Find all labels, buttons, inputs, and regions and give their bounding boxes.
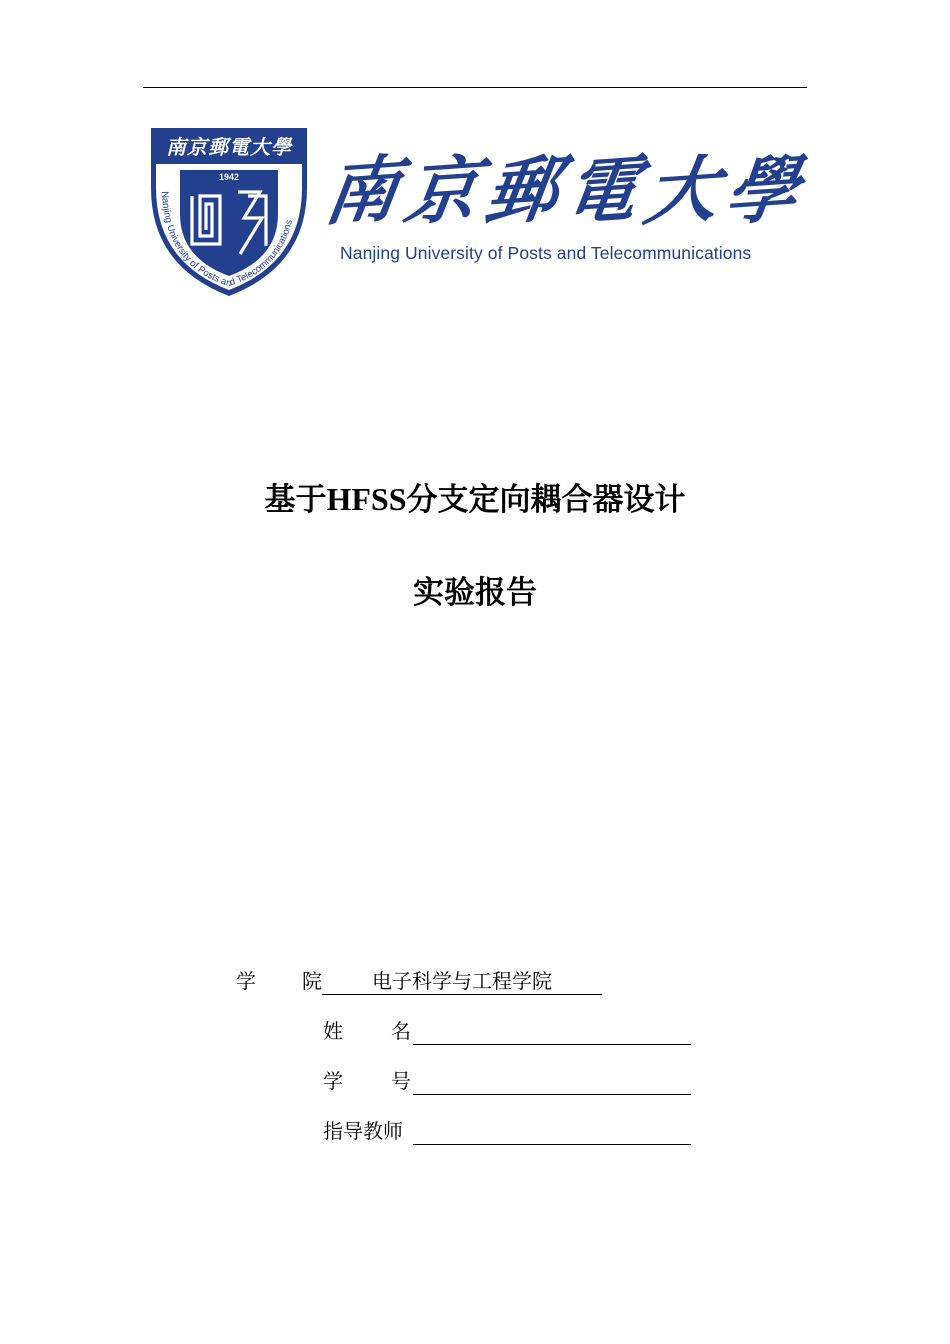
wordmark-english: Nanjing University of Posts and Telecommunications: [340, 243, 752, 263]
report-subtitle: 实验报告: [413, 575, 537, 611]
emblem-ring-text: Nanjing University of Posts and Telecommunications: [159, 191, 296, 290]
wordmark-char: 電: [559, 145, 643, 236]
title-suffix: 分支定向耦合器设计: [406, 482, 686, 518]
emblem-seal-icon: [148, 126, 310, 298]
university-wordmark: [319, 145, 806, 276]
name-underline[interactable]: [413, 1044, 691, 1045]
emblem-year: 1942: [218, 172, 240, 182]
advisor-underline[interactable]: [413, 1144, 691, 1145]
college-label: 学 院: [236, 969, 322, 993]
college-field: [236, 966, 606, 996]
name-field: [323, 1016, 693, 1046]
wordmark-chinese: [319, 145, 803, 236]
advisor-label: 指导教师: [323, 1119, 403, 1143]
advisor-field: [323, 1116, 693, 1146]
student-id-label: 学 号: [323, 1069, 411, 1093]
wordmark-char: 大: [639, 145, 723, 236]
name-label: 姓 名: [323, 1019, 411, 1043]
student-id-underline[interactable]: [413, 1094, 691, 1095]
wordmark-char: 京: [399, 145, 483, 236]
college-underline: [322, 994, 602, 995]
report-title: [0, 476, 950, 523]
title-latin: HFSS: [326, 481, 407, 517]
university-emblem: [148, 126, 310, 298]
wordmark-char: 南: [319, 145, 403, 236]
wordmark-char: 學: [719, 145, 803, 236]
student-id-field: [323, 1066, 693, 1096]
college-value[interactable]: 电子科学与工程学院: [372, 969, 552, 993]
emblem-top-text: 南京郵電大學: [166, 135, 292, 159]
header-rule: [143, 87, 807, 88]
title-prefix: 基于: [264, 482, 327, 518]
wordmark-char: 郵: [479, 145, 563, 236]
